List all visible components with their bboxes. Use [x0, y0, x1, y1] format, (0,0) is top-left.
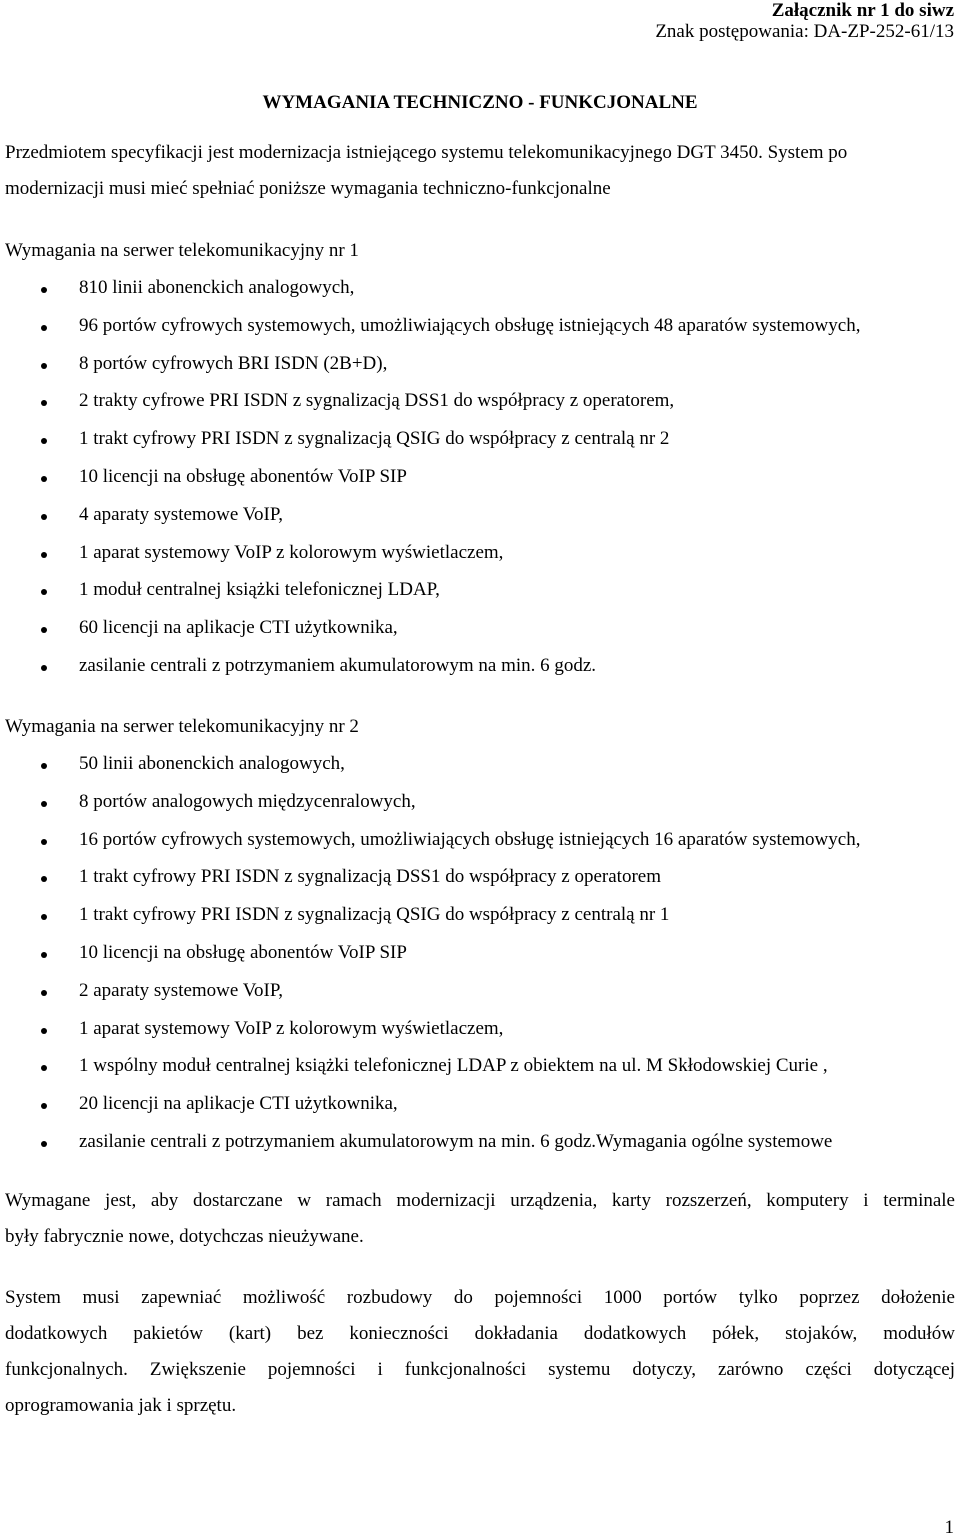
list-item-text: 2 aparaty systemowe VoIP,	[79, 979, 284, 1001]
list-item-text: 1 trakt cyfrowy PRI ISDN z sygnalizacją QSIG do współpracy z centralą nr 1	[79, 904, 670, 926]
intro-line-1: Przedmiotem specyfikacji jest modernizacja istniejącego systemu telekomunikacyjnego DGT 3450. System po	[5, 142, 848, 163]
bullet-icon	[41, 552, 47, 558]
bullet-icon	[41, 801, 47, 807]
bullet-icon	[41, 325, 47, 331]
list-item-text: 4 aparaty systemowe VoIP,	[79, 503, 284, 525]
bullet-icon	[41, 665, 47, 671]
list-item-text: 50 linii abonenckich analogowych,	[79, 753, 345, 774]
paragraph2-line: oprogramowania jak i sprzętu.	[5, 1395, 237, 1416]
page-number: 1	[944, 1517, 954, 1538]
list-item-text: 60 licencji na aplikacje CTI użytkownika,	[79, 617, 398, 639]
bullet-icon	[41, 438, 47, 444]
list-item-text: 1 moduł centralnej książki telefonicznej LDAP,	[79, 579, 440, 601]
list-item-text: 1 trakt cyfrowy PRI ISDN z sygnalizacją DSS1 do współpracy z operatorem	[79, 866, 661, 888]
list-item-text: 2 trakty cyfrowe PRI ISDN z sygnalizacją DSS1 do współpracy z operatorem,	[79, 390, 675, 412]
paragraph-expansion	[5, 1280, 955, 1424]
bullet-icon	[41, 1103, 47, 1109]
list-item-text: 1 wspólny moduł centralnej książki telefonicznej LDAP z obiektem na ul. M Skłodowskiej Curie ,	[79, 1055, 828, 1077]
list-item-text: 1 trakt cyfrowy PRI ISDN z sygnalizacją QSIG do współpracy z centralą nr 2	[79, 428, 670, 450]
paragraph-new-equipment	[5, 1183, 955, 1255]
bullet-icon	[41, 1141, 47, 1147]
bullet-icon	[41, 763, 47, 769]
bullet-icon	[41, 1028, 47, 1034]
list-item-text: 1 aparat systemowy VoIP z kolorowym wyświetlaczem,	[79, 1017, 504, 1039]
bullet-icon	[41, 914, 47, 920]
list-item-text: 20 licencji na aplikacje CTI użytkownika,	[79, 1093, 398, 1115]
list-item-text: zasilanie centrali z potrzymaniem akumulatorowym na min. 6 godz.	[79, 655, 597, 676]
list-item-text: 16 portów cyfrowych systemowych, umożliwiających obsługę istniejących 16 aparatów systemowych,	[79, 828, 861, 850]
paragraph2-line: System musi zapewniać możliwość rozbudowy do pojemności 1000 portów tylko poprzez dołożenie	[5, 1287, 955, 1308]
list-item-text: 96 portów cyfrowych systemowych, umożliwiających obsługę istniejących 48 aparatów systemowych,	[79, 314, 861, 336]
section1-heading: Wymagania na serwer telekomunikacyjny nr 1	[5, 240, 359, 261]
list-item-text: 10 licencji na obsługę abonentów VoIP SIP	[79, 942, 407, 963]
paragraph2-line: funkcjonalnych. Zwiększenie pojemności i funkcjonalności systemu dotyczy, zarówno części dotyczącej	[5, 1359, 955, 1380]
bullet-icon	[41, 990, 47, 996]
list-item-text: 10 licencji na obsługę abonentów VoIP SIP	[79, 466, 407, 487]
paragraph2-line: dodatkowych pakietów (kart) bez konieczności dokładania dodatkowych półek, stojaków, modułów	[5, 1323, 955, 1344]
section2-heading: Wymagania na serwer telekomunikacyjny nr 2	[5, 716, 359, 737]
list-item-text: 810 linii abonenckich analogowych,	[79, 277, 355, 298]
list-item-text: 1 aparat systemowy VoIP z kolorowym wyświetlaczem,	[79, 541, 504, 563]
annex-label: Załącznik nr 1 do siwz	[771, 0, 954, 21]
bullet-icon	[41, 952, 47, 958]
bullet-icon	[41, 514, 47, 520]
paragraph1-line: Wymagane jest, aby dostarczane w ramach modernizacji urządzenia, karty rozszerzeń, komputery i terminale	[5, 1190, 955, 1211]
bullet-icon	[41, 287, 47, 293]
bullet-icon	[41, 400, 47, 406]
bullet-icon	[41, 839, 47, 845]
bullet-icon	[41, 627, 47, 633]
bullet-icon	[41, 876, 47, 882]
bullet-icon	[41, 476, 47, 482]
list-item-text: zasilanie centrali z potrzymaniem akumulatorowym na min. 6 godz.Wymagania ogólne systemowe	[79, 1131, 833, 1152]
intro-line-2: modernizacji musi mieć spełniać poniższe wymagania techniczno-funkcjonalne	[5, 178, 611, 199]
bullet-icon	[41, 363, 47, 369]
document-title: WYMAGANIA TECHNICZNO - FUNKCJONALNE	[262, 92, 698, 113]
bullet-icon	[41, 589, 47, 595]
list-item-text: 8 portów cyfrowych BRI ISDN (2B+D),	[79, 352, 388, 374]
paragraph1-line: były fabrycznie nowe, dotychczas nieużywane.	[5, 1226, 364, 1247]
bullet-icon	[41, 1065, 47, 1071]
list-item-text: 8 portów analogowych międzycenralowych,	[79, 790, 416, 812]
procedure-reference: Znak postępowania: DA-ZP-252-61/13	[655, 21, 954, 42]
